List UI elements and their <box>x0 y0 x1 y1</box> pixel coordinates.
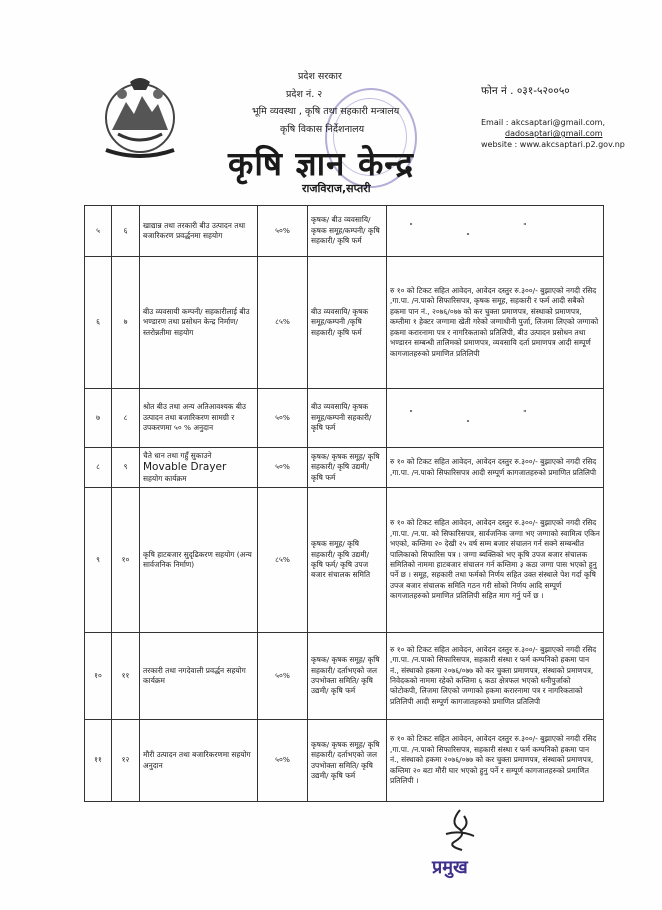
serial-cell: ७ <box>85 389 112 448</box>
program-text-suffix: सहयोग कार्यक्रम <box>143 473 187 483</box>
serial-cell: ५ <box>85 206 112 257</box>
eligible-cell: कृषक/ कृषक समूह/ कृषि सहकारी/ दर्ताभएको जल उपभोक्ता समिति/ कृषि उद्यमी/ कृषि फर्म <box>308 720 387 802</box>
email-line: Email : akcsaptari@gmail.com, <box>481 118 605 127</box>
website-line: website : www.akcsaptari.p2.gov.np <box>481 140 625 149</box>
program-cell: श्रोत बीउ तथा अन्य अतिआवश्यक बीउ उत्पादन तथा बजारिकरण सामग्री र उपकरणमा ५० % अनुदान <box>140 389 258 448</box>
header-line-2: प्रदेश नं. २ <box>286 89 323 100</box>
program-english-text: Movable Drayer <box>143 461 227 474</box>
code-cell: ८ <box>112 389 140 448</box>
office-title: कृषि ज्ञान केन्द्र <box>228 144 415 183</box>
code-cell: ११ <box>112 633 140 720</box>
code-cell: ९ <box>112 448 140 488</box>
code-cell: ६ <box>112 206 140 257</box>
percent-cell: ५०% <box>258 206 308 257</box>
docs-cell: रु १० को टिकट सहित आवेदन, आवेदन दस्तुर रु.३००/- बुझाएको नगदी रसिद ,गा.पा. /न.पाको सिफारिसपत्र, सहकारी संस्था र फर्म कम्पनिको हकमा पान नं., संस्थाको हकमा २०७६/०७७ को कर चुक्ता प्रमाणपत्र, संस्थाको प्रमाणपत्र, निवेदकको नाममा रहेको कम्तिमा ६ कठा क्षेत्रफल भएको धनीपुर्जाको फोटोकपी, लिजमा लिएको जग्गाको हकमा करारनामा पत्र र नागरिकताको प्रतिलिपी आदी सम्पूर्ण कागजातहरुको प्रमाणित प्रतिलिपी <box>387 633 604 720</box>
program-cell: बीउ व्यवसायी कम्पनी/ सहकारीलाई बीउ भण्डारण तथा प्रसोधन केन्द्र निर्माण/स्तरोन्नतीमा सहयोग <box>140 257 258 389</box>
serial-cell: १० <box>85 633 112 720</box>
docs-cell: " " " <box>387 206 604 257</box>
docs-cell: रु १० को टिकट सहित आवेदन, आवेदन दस्तुर रु.३००/- बुझाएको नगदी रसिद ,गा.पा. /न.पाको सिफारिसपत्र, कृषक समूह, सहकारी र फर्म आदी सबैको हकमा पान नं., २०७६/०७७ को कर चुक्ता प्रमाणपत्र, संस्थाको प्रमाणपत्र, कम्तीमा १ हेक्टर जग्गामा खेती गरेको जग्गाधीनी पुर्जा, लिजमा लिएको जग्गाको हकमा करारनामा पत्र र नागरिकताको प्रतिलिपी, बीउ उत्पादन प्रसोधन तथा भण्डारन सम्बन्धी तालिमको प्रमाणपत्र, व्यवसायि दर्ता प्रमाणपत्र आदी सम्पूर्ण कागजातहरुको प्रमाणित प्रतिलिपी <box>387 257 604 389</box>
docs-cell: " " " <box>387 389 604 448</box>
program-cell: तरकारी तथा नगदेवाली प्रवर्द्धन सहयोग कार्यक्रम <box>140 633 258 720</box>
docs-cell: रु १० को टिकट सहित आवेदन, आवेदन दस्तुर रु.३००/- बुझाएको नगदी रसिद ,गा.पा. /न.पा. को सिफारिसपत्र, सार्वजनिक जग्गा भए जग्गाको स्वामित्व एकिन भएको, कम्तिमा २० देखी २५ वर्ष सम्म बजार संचालन गर्न सक्ने सम्बन्धीत पालिकाको सिफारिस पत्र । जग्गा ब्यक्तिको भए कृषि उपज बजार संचालक समितिको नाममा हाटबजार संचालन गर्न कम्तिमा ३ कठा जग्गा पास भएको हुनु पर्ने छ । समूह, सहकारी तथा फर्मको निर्णय सहित उक्त संस्थाले पेश गर्दा कृषि उपज बजार संचालक समिति गठन गरी सोको निर्णय आदि सम्पूर्ण कागजातहरुको प्रमाणित प्रतिलिपी सहित माग गर्नु पर्ने छ । <box>387 488 604 633</box>
program-cell: खाद्यान्न तथा तरकारी बीउ उत्पादन तथा बजारिकरण प्रवर्द्धनमा सहयोग <box>140 206 258 257</box>
table-row <box>85 720 604 802</box>
table-row <box>85 633 604 720</box>
serial-cell: ८ <box>85 448 112 488</box>
eligible-cell: कृषक/ कृषक समूह/ कृषि सहकारी/ कृषि उद्यमी/ कृषि फर्म <box>308 448 387 488</box>
eligible-cell: कृषक/ बीउ व्यवसायि/ कृषक समूह/कम्पनी/ कृषि सहकारी/ कृषि फर्म <box>308 206 387 257</box>
table-row <box>85 389 604 448</box>
signature-mark <box>440 808 480 854</box>
table-row <box>85 257 604 389</box>
code-cell: ७ <box>112 257 140 389</box>
table-row <box>85 448 604 488</box>
phone-number: फोन नं . ०३१-५२००५० <box>481 85 570 97</box>
serial-cell: ११ <box>85 720 112 802</box>
eligible-cell: बीउ व्यवसायि/ कृषक समूह/कम्पनी /कृषि सहकारी/ कृषि फर्म <box>308 257 387 389</box>
percent-cell: ५०% <box>258 448 308 488</box>
docs-cell: रु १० को टिकट सहित आवेदन, आवेदन दस्तुर रु.३००/- बुझाएको नगदी रसिद ,गा.पा. /न.पाको सिफारिसपत्र आदी सम्पूर्ण कागजातहरुको प्रमाणित प्रतिलिपी <box>387 448 604 488</box>
header-line-3: भूमि व्यवस्था , कृषि तथा सहकारी मन्त्रालय <box>252 106 400 117</box>
percent-cell: ५०% <box>258 633 308 720</box>
table-row <box>85 206 604 257</box>
percent-cell: ८५% <box>258 257 308 389</box>
serial-cell: ६ <box>85 257 112 389</box>
eligible-cell: कृषक/ कृषक समूह/ कृषि सहकारी/ दर्ताभएको जल उपभोक्ता समिति/ कृषि उद्यमी/ कृषि फर्म <box>308 633 387 720</box>
code-cell: १२ <box>112 720 140 802</box>
serial-cell: ९ <box>85 488 112 633</box>
program-cell: कृषि हाटबजार सुदृढिकरण सहयोग (अन्य सार्वजनिक निर्माण) <box>140 488 258 633</box>
office-place: राजविराज,सप्तरी <box>302 182 371 195</box>
program-table <box>84 205 604 802</box>
eligible-cell: बीउ व्यवसायि/ कृषक समूह/कम्पनी सहकारी/ कृषि फर्म <box>308 389 387 448</box>
program-cell: मौरी उत्पादन तथा बजारिकरणमा सहयोग अनुदान <box>140 720 258 802</box>
table-row <box>85 488 604 633</box>
docs-cell: रु १० को टिकट सहित आवेदन, आवेदन दस्तुर रु.३००/- बुझाएको नगदी रसिद ,गा.पा. /न.पाको सिफारिसपत्र, सहकारी संस्था र फर्म कम्पनिको हकमा पान नं., संस्थाको हकमा २०७६/०७७ को कर चुक्ता प्रमाणपत्र, संस्थाको प्रमाणपत्र, कम्तिमा २० बटा मौरी घार भएको हुनु पर्ने र सम्पूर्ण कागजातहरुको प्रमाणित प्रतिलिपी । <box>387 720 604 802</box>
header-line-4: कृषि विकास निर्देशनालय <box>280 124 365 135</box>
percent-cell: ५०% <box>258 720 308 802</box>
program-text: चैते धान तथा गहुँ सुकाउने <box>143 450 212 460</box>
letterhead <box>0 0 662 200</box>
eligible-cell: कृषक समूह/ कृषि सहकारी/ कृषि उद्यमी/ कृषि फर्म/ कृषि उपज बजार संचालक समिति <box>308 488 387 633</box>
percent-cell: ५०% <box>258 389 308 448</box>
percent-cell: ८५% <box>258 488 308 633</box>
nepal-emblem-icon <box>100 72 180 158</box>
signature-title: प्रमुख <box>432 857 468 878</box>
email-line-2: dadosaptari@gmail.com <box>505 129 603 138</box>
code-cell: १० <box>112 488 140 633</box>
header-line-1: प्रदेश सरकार <box>298 71 342 82</box>
program-cell <box>140 448 258 488</box>
